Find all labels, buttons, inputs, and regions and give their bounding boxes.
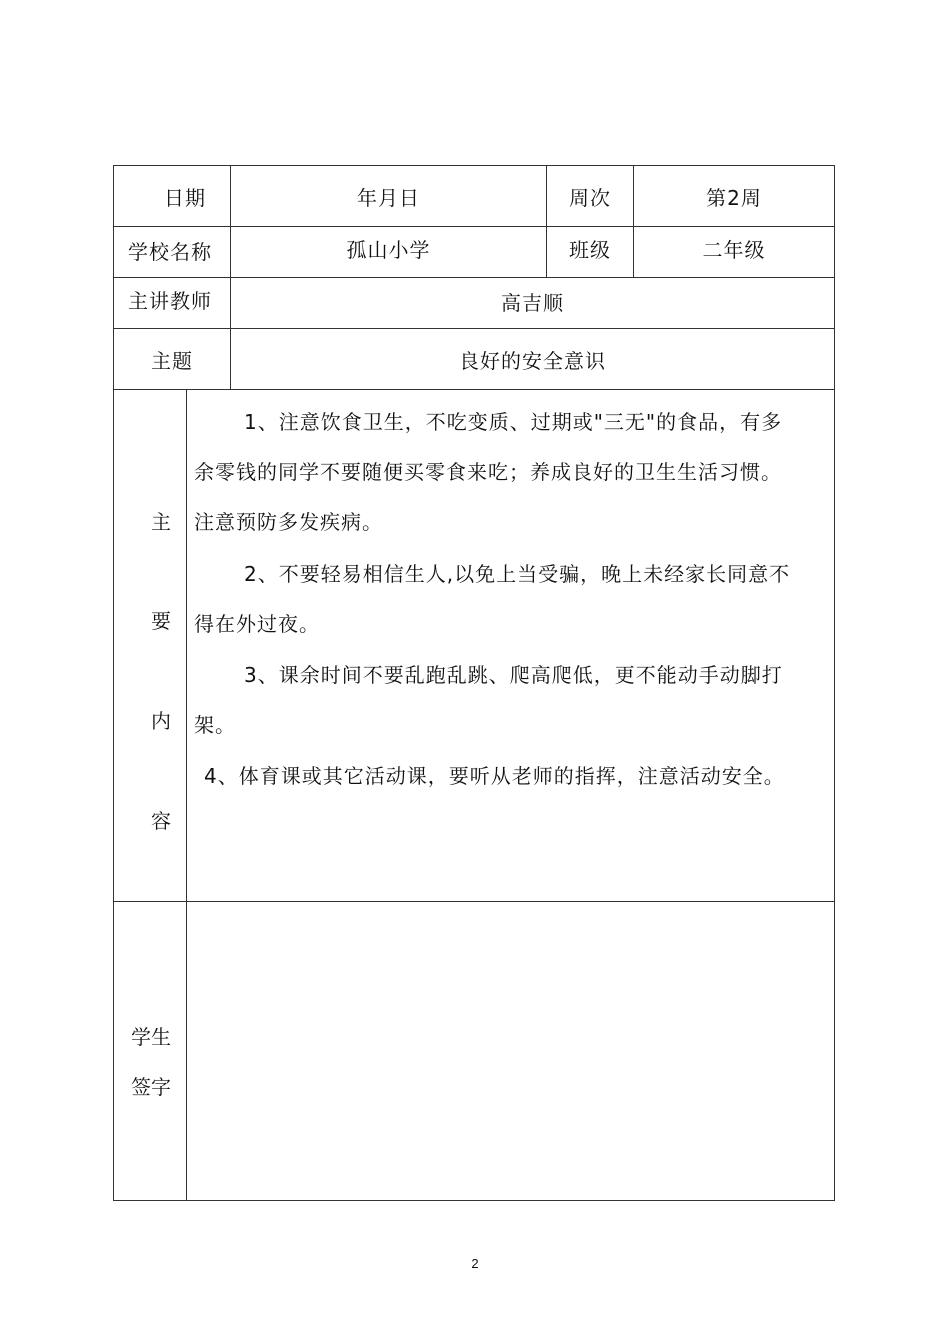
class-label: 班级: [569, 237, 611, 262]
content-label-char: 容: [151, 809, 171, 833]
signature-label-line2: 签字: [131, 1075, 171, 1099]
content-line: 余零钱的同学不要随便买零食来吃；养成良好的卫生生活习惯。: [194, 460, 782, 484]
content-label-char: 内: [151, 709, 171, 733]
content-label-char: 主: [151, 510, 171, 534]
signature-label-line1: 学生: [131, 1025, 171, 1049]
teacher-label-cell: [114, 278, 230, 328]
table-border: [834, 165, 835, 1201]
topic-label: 主题: [151, 348, 193, 373]
content-line: 3、课余时间不要乱跑乱跳、爬高爬低，更不能动手动脚打: [244, 663, 783, 687]
content-line: 架。: [194, 713, 236, 737]
date-label: 日期: [164, 185, 206, 210]
week-label: 周次: [569, 185, 611, 210]
content-line: 注意预防多发疾病。: [194, 510, 383, 534]
school-label-cell: [114, 227, 230, 277]
school-value: 孤山小学: [346, 237, 431, 262]
date-value: 年月日: [357, 185, 420, 210]
week-value: 第2周: [706, 185, 762, 210]
table-border: [113, 1200, 835, 1201]
signature-area[interactable]: [187, 902, 834, 1200]
teacher-label: 主讲教师: [128, 289, 212, 313]
content-line: 2、不要轻易相信生人,以免上当受骗，晚上未经家长同意不: [244, 562, 791, 586]
content-line: 1、注意饮食卫生，不吃变质、过期或"三无"的食品，有多: [244, 410, 783, 434]
table-border: [113, 389, 835, 390]
topic-value: 良好的安全意识: [459, 348, 606, 373]
class-value: 二年级: [702, 237, 766, 262]
content-label-char: 要: [151, 609, 171, 633]
page-number: 2: [471, 1256, 479, 1271]
teacher-value: 高吉顺: [501, 290, 564, 315]
school-label: 学校名称: [128, 240, 212, 264]
content-line: 得在外过夜。: [194, 612, 320, 636]
content-line: 4、体育课或其它活动课，要听从老师的指挥，注意活动安全。: [204, 764, 785, 788]
